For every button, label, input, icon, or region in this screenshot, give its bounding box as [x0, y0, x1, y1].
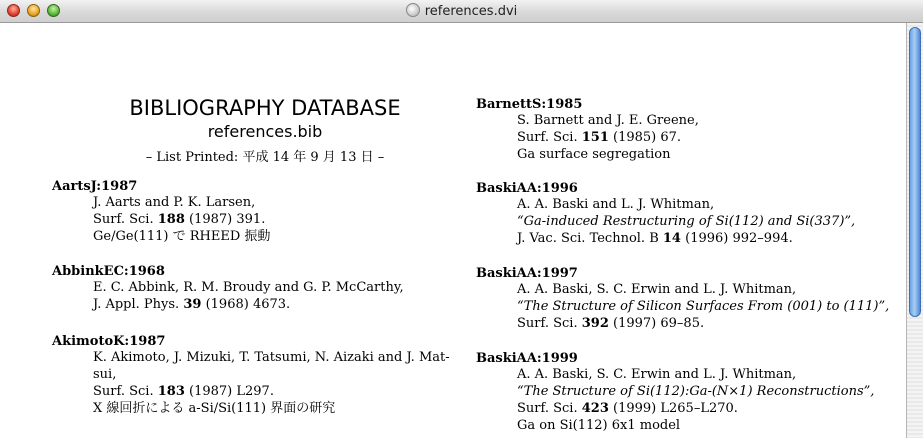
entry-key: BaskiAA:1997	[476, 266, 578, 281]
entry-authors-cont: sui,	[93, 367, 117, 382]
entry-citation: Surf. Sci. 188 (1987) 391.	[93, 212, 266, 227]
scrollbar-thumb[interactable]	[909, 27, 921, 317]
bib-entry	[52, 264, 404, 313]
document-icon	[406, 3, 420, 17]
bib-entry	[476, 351, 874, 434]
entry-authors: A. A. Baski, S. C. Erwin and L. J. Whitman,	[517, 367, 797, 382]
entry-citation: Surf. Sci. 151 (1985) 67.	[517, 130, 682, 145]
bib-entry	[476, 181, 855, 247]
entry-authors: A. A. Baski and L. J. Whitman,	[517, 197, 715, 212]
document-view[interactable]	[0, 23, 905, 438]
entry-authors: K. Akimoto, J. Mizuki, T. Tatsumi, N. Aizaki and J. Mat-	[93, 350, 450, 365]
entry-title: “Ga-induced Restructuring of Si(112) and Si(337)”,	[517, 214, 856, 229]
entry-citation: J. Appl. Phys. 39 (1968) 4673.	[93, 297, 291, 312]
entry-key: BaskiAA:1996	[476, 181, 578, 196]
bib-entry	[52, 179, 270, 245]
bib-entry	[476, 266, 889, 332]
entry-authors: J. Aarts and P. K. Larsen,	[93, 195, 256, 210]
entry-note: Ge/Ge(111) で RHEED 振動	[93, 229, 271, 244]
entry-citation: J. Vac. Sci. Technol. B 14 (1996) 992–994.	[517, 231, 793, 246]
entry-citation: Surf. Sci. 423 (1999) L265–L270.	[517, 401, 738, 416]
page-title: BIBLIOGRAPHY DATABASE	[129, 96, 401, 120]
printed-date: – List Printed: 平成 14 年 9 月 13 日 –	[145, 150, 385, 165]
entry-title: “The Structure of Silicon Surfaces From (001) to (111)”,	[517, 299, 890, 314]
entry-key: AartsJ:1987	[52, 179, 138, 194]
entry-authors: E. C. Abbink, R. M. Broudy and G. P. McCarthy,	[93, 280, 404, 295]
entry-title: “The Structure of Si(112):Ga-(N×1) Reconstructions”,	[517, 384, 875, 399]
entry-citation: Surf. Sci. 392 (1997) 69–85.	[517, 316, 705, 331]
document-header	[0, 96, 530, 165]
entry-authors: S. Barnett and J. E. Greene,	[517, 113, 699, 128]
entry-key: BarnettS:1985	[476, 97, 583, 112]
window-title: references.dvi	[0, 3, 923, 19]
entry-authors: A. A. Baski, S. C. Erwin and L. J. Whitman,	[517, 282, 797, 297]
vertical-scrollbar[interactable]	[906, 23, 923, 438]
bib-filename: references.bib	[207, 122, 323, 141]
bib-entry	[476, 97, 699, 163]
entry-key: AkimotoK:1987	[52, 334, 166, 349]
bib-entry	[52, 334, 450, 417]
entry-key: AbbinkEC:1968	[52, 264, 165, 279]
entry-note: Ga on Si(112) 6x1 model	[517, 418, 681, 433]
entry-citation: Surf. Sci. 183 (1987) L297.	[93, 384, 274, 399]
entry-note: Ga surface segregation	[517, 147, 671, 162]
entry-note: X 線回折による a-Si/Si(111) 界面の研究	[93, 401, 336, 416]
window-titlebar[interactable]	[0, 0, 923, 23]
entry-key: BaskiAA:1999	[476, 351, 578, 366]
